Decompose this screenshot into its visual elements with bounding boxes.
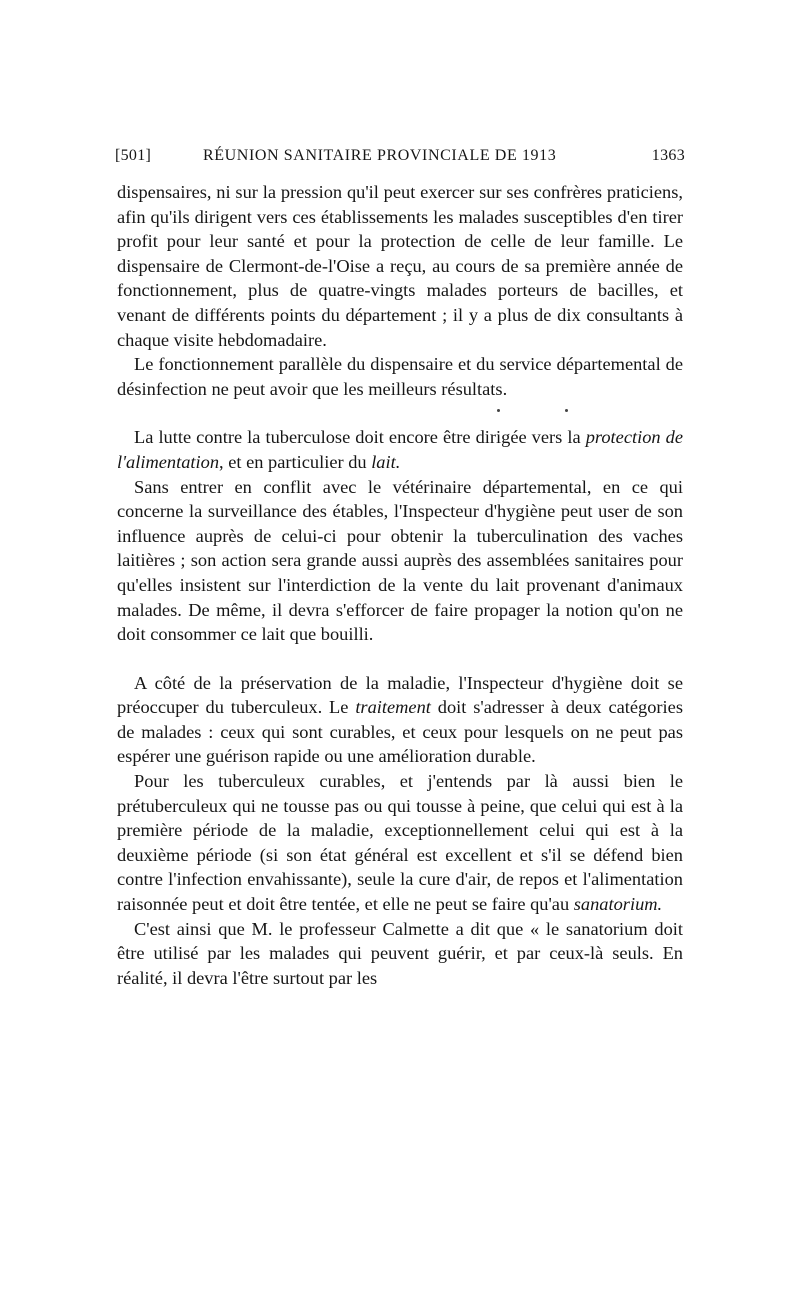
emphasis-lait: lait.	[371, 451, 401, 472]
bracket-page-number: [501]	[115, 147, 152, 164]
emphasis-traitement: traitement	[355, 697, 431, 718]
running-header	[115, 147, 685, 169]
paragraph-2: Le fonctionnement parallèle du dispensaire et du service départemental de désinfection ne peut avoir que les meilleurs résultats.	[117, 354, 683, 399]
paragraph-3: La lutte contre la tuberculose doit encore être dirigée vers la protection de l'alimentation, et en particulier du lait.	[117, 427, 683, 472]
emphasis-sanatorium: sanatorium.	[573, 894, 663, 915]
emphasis-alimentation: protection de l'alimentation	[117, 427, 683, 472]
paragraph-1: dispensaires, ni sur la pression qu'il peut exercer sur ses confrères praticiens, afin qu'ils dirigent vers ces établissements les malades susceptibles d'en tirer profit pour leur santé et pour la protection de celle de leur famille. Le dispensaire de Clermont-de-l'Oise a reçu, au cours de sa première année de fonctionnement, plus de quatre-vingts malades porteurs de bacilles, et venant de différents points du département ; il y a plus de dix consultants à chaque visite hebdomadaire.	[117, 182, 683, 350]
paragraph-7: C'est ainsi que M. le professeur Calmette a dit que « le sanatorium doit être utilisé par les malades qui peuvent guérir, et par ceux-là seuls. En réalité, il devra l'être surtout par les	[117, 918, 683, 988]
running-title: RÉUNION SANITAIRE PROVINCIALE DE 1913	[203, 147, 557, 164]
body-text	[117, 180, 683, 990]
separator-dot	[497, 409, 500, 412]
separator-dot	[565, 409, 568, 412]
paragraph-4: Sans entrer en conflit avec le vétérinaire départemental, en ce qui concerne la surveillance des étables, l'Inspecteur d'hygiène peut user de son influence auprès de celui-ci pour obtenir la tuberculination des vaches laitières ; son action sera grande aussi auprès des assemblées sanitaires pour qu'elles insistent sur l'interdiction de la vente du lait provenant d'animaux malades. De même, il devra s'efforcer de faire propager la notion qu'on ne doit consommer ce lait que bouilli.	[117, 476, 683, 645]
paragraph-6: Pour les tuberculeux curables, et j'entends par là aussi bien le prétuberculeux qui ne tousse pas ou qui tousse à peine, que celui qui est à la première période de la maladie, exceptionnellement celui qui est à la deuxième période (si son état général est excellent et s'il se défend bien contre l'infection envahissante), seule la cure d'air, de repos et l'alimentation raisonnée peut et doit être tentée, et elle ne peut se faire qu'au sanatorium.	[117, 771, 683, 915]
section-separator	[117, 401, 683, 425]
paragraph-5: A côté de la préservation de la maladie, l'Inspecteur d'hygiène doit se préoccuper du tuberculeux. Le traitement doit s'adresser à deux catégories de malades : ceux qui sont curables, et ceux pour lesquels on ne peut pas espérer une guérison rapide ou une amélioration durable.	[117, 672, 683, 767]
page-number: 1363	[651, 147, 685, 164]
